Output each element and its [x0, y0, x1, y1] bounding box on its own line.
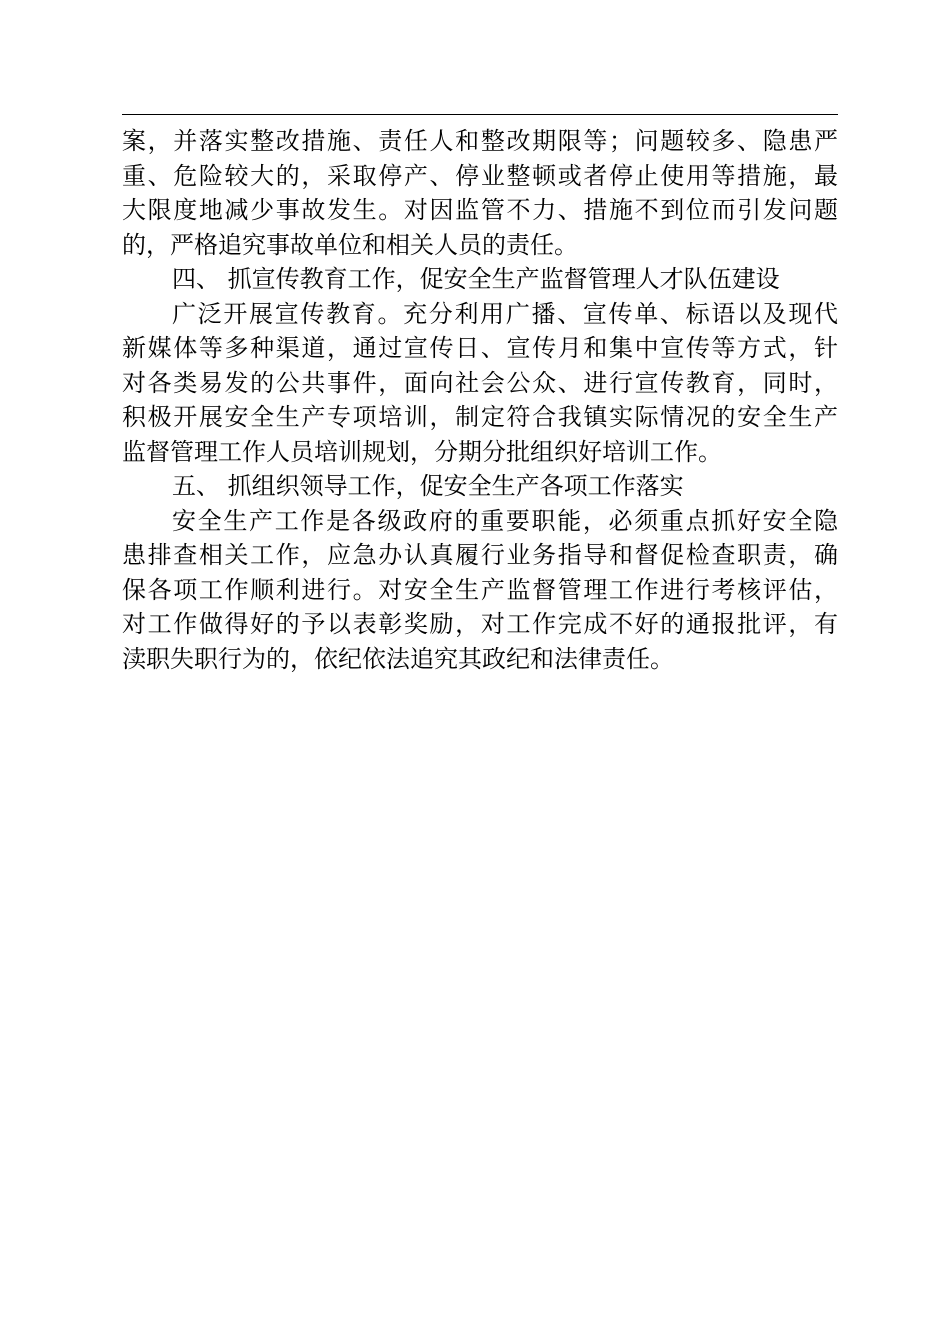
paragraph-line: 积极开展安全生产专项培训，制定符合我镇实际情况的安全生产	[122, 403, 838, 431]
paragraph-line: 的，严格追究事故单位和相关人员的责任。	[122, 230, 578, 259]
document-body	[122, 124, 838, 676]
paragraph-line: 安全生产工作是各级政府的重要职能，必须重点抓好安全隐	[172, 506, 838, 535]
paragraph-line: 重、危险较大的，采取停产、停业整顿或者停止使用等措施，最	[122, 161, 838, 190]
section-heading: 四、 抓宣传教育工作，促安全生产监督管理人才队伍建设	[172, 265, 780, 293]
paragraph-line: 患排查相关工作，应急办认真履行业务指导和督促检查职责，确	[122, 541, 838, 569]
header-rule	[122, 114, 838, 115]
paragraph-line: 监督管理工作人员培训规划，分期分批组织好培训工作。	[122, 437, 722, 466]
paragraph-line: 保各项工作顺利进行。对安全生产监督管理工作进行考核评估，	[122, 575, 838, 604]
paragraph-line: 渎职失职行为的，依纪依法追究其政纪和法律责任。	[122, 644, 674, 673]
paragraph-line: 案，并落实整改措施、责任人和整改期限等；问题较多、隐患严	[122, 127, 838, 155]
paragraph-line: 新媒体等多种渠道，通过宣传日、宣传月和集中宣传等方式，针	[122, 334, 838, 362]
paragraph-line: 对各类易发的公共事件，面向社会公众、进行宣传教育，同时，	[122, 368, 838, 397]
paragraph-line: 广泛开展宣传教育。充分利用广播、宣传单、标语以及现代	[172, 299, 838, 328]
paragraph-line: 大限度地减少事故发生。对因监管不力、措施不到位而引发问题	[122, 196, 838, 224]
section-heading: 五、 抓组织领导工作，促安全生产各项工作落实	[172, 472, 684, 500]
paragraph-line: 对工作做得好的予以表彰奖励，对工作完成不好的通报批评，有	[122, 610, 838, 638]
